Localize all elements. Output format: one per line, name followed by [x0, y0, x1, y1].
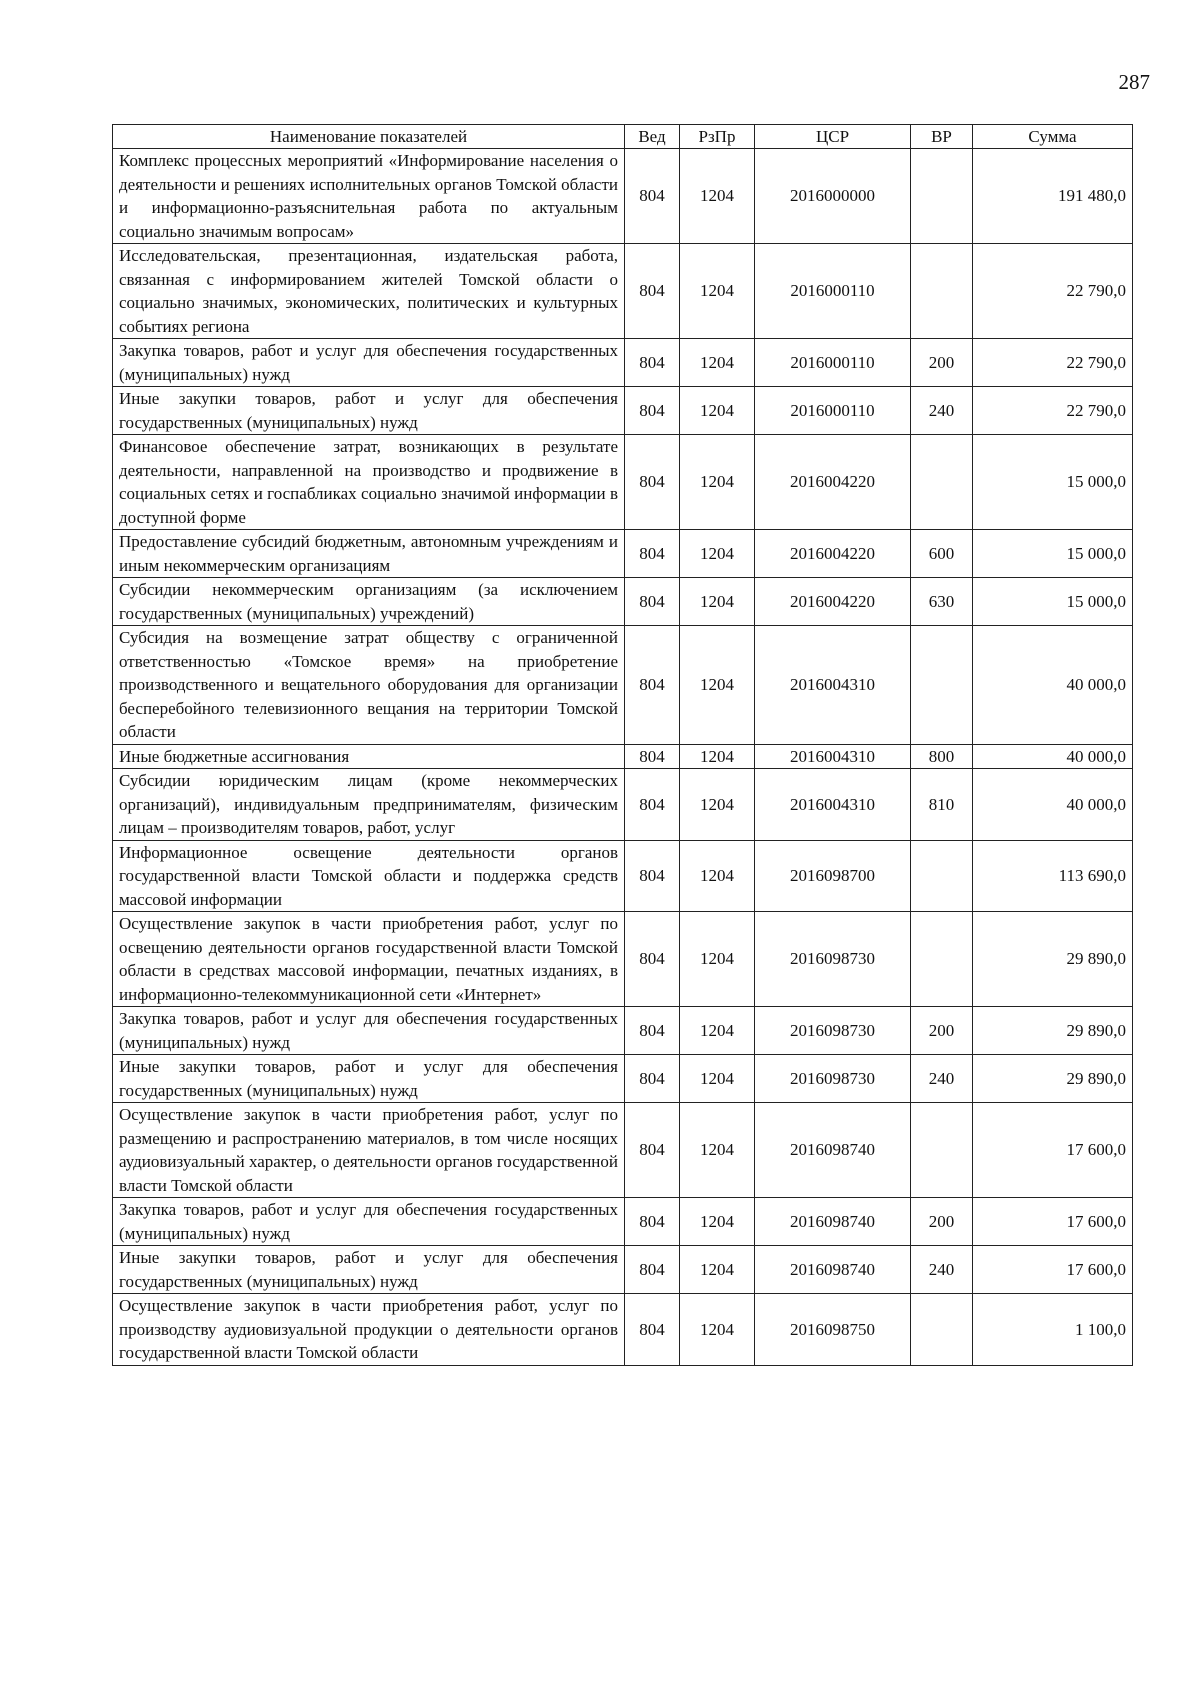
table-row	[113, 578, 1133, 626]
row-sum: 40 000,0	[973, 769, 1133, 841]
row-vr: 810	[911, 769, 973, 841]
row-name: Осуществление закупок в части приобретения работ, услуг по производству аудиовизуальной продукции о деятельности органов государственной власти Томской области	[113, 1294, 625, 1366]
row-sum: 40 000,0	[973, 744, 1133, 769]
row-sum: 15 000,0	[973, 578, 1133, 626]
row-csr: 2016098740	[755, 1246, 911, 1294]
header-sum: Сумма	[973, 125, 1133, 149]
row-ved: 804	[625, 626, 680, 745]
row-rzpr: 1204	[680, 530, 755, 578]
row-name: Закупка товаров, работ и услуг для обеспечения государственных (муниципальных) нужд	[113, 339, 625, 387]
header-rzpr: РзПр	[680, 125, 755, 149]
row-name: Закупка товаров, работ и услуг для обеспечения государственных (муниципальных) нужд	[113, 1198, 625, 1246]
table-row	[113, 339, 1133, 387]
table-row	[113, 912, 1133, 1007]
table-row	[113, 840, 1133, 912]
row-csr: 2016004310	[755, 769, 911, 841]
row-sum: 17 600,0	[973, 1246, 1133, 1294]
row-name: Осуществление закупок в части приобретения работ, услуг по размещению и распространению материалов, в том числе носящих аудиовизуальный характер, о деятельности органов государственной власти Томской области	[113, 1103, 625, 1198]
row-sum: 113 690,0	[973, 840, 1133, 912]
row-name: Субсидия на возмещение затрат обществу с ограниченной ответственностью «Томское время» на приобретение производственного и вещательного оборудования для организации бесперебойного телевизионного вещания на территории Томской области	[113, 626, 625, 745]
row-csr: 2016098730	[755, 1055, 911, 1103]
row-ved: 804	[625, 912, 680, 1007]
header-vr: ВР	[911, 125, 973, 149]
row-vr: 200	[911, 1007, 973, 1055]
row-vr: 200	[911, 339, 973, 387]
row-vr	[911, 1103, 973, 1198]
row-ved: 804	[625, 744, 680, 769]
row-rzpr: 1204	[680, 244, 755, 339]
row-csr: 2016000000	[755, 149, 911, 244]
row-sum: 191 480,0	[973, 149, 1133, 244]
row-name: Осуществление закупок в части приобретения работ, услуг по освещению деятельности органов государственной власти Томской области в средствах массовой информации, печатных изданиях, в информационно-телекоммуникационной сети «Интернет»	[113, 912, 625, 1007]
row-csr: 2016098730	[755, 912, 911, 1007]
table-row	[113, 387, 1133, 435]
row-sum: 22 790,0	[973, 244, 1133, 339]
row-rzpr: 1204	[680, 578, 755, 626]
row-sum: 29 890,0	[973, 912, 1133, 1007]
row-vr	[911, 244, 973, 339]
row-csr: 2016098700	[755, 840, 911, 912]
row-ved: 804	[625, 339, 680, 387]
table-row	[113, 1007, 1133, 1055]
row-csr: 2016000110	[755, 387, 911, 435]
page-number: 287	[1118, 70, 1150, 94]
row-csr: 2016098740	[755, 1198, 911, 1246]
row-ved: 804	[625, 387, 680, 435]
row-sum: 1 100,0	[973, 1294, 1133, 1366]
table-row	[113, 435, 1133, 530]
row-csr: 2016098730	[755, 1007, 911, 1055]
row-rzpr: 1204	[680, 1294, 755, 1366]
row-name: Информационное освещение деятельности органов государственной власти Томской области и поддержка средств массовой информации	[113, 840, 625, 912]
table-row	[113, 769, 1133, 841]
row-rzpr: 1204	[680, 1198, 755, 1246]
row-ved: 804	[625, 530, 680, 578]
row-vr	[911, 1294, 973, 1366]
row-rzpr: 1204	[680, 744, 755, 769]
table-row	[113, 1246, 1133, 1294]
row-rzpr: 1204	[680, 149, 755, 244]
table-row	[113, 149, 1133, 244]
row-vr	[911, 840, 973, 912]
row-rzpr: 1204	[680, 840, 755, 912]
row-sum: 40 000,0	[973, 626, 1133, 745]
row-rzpr: 1204	[680, 626, 755, 745]
row-vr: 800	[911, 744, 973, 769]
row-csr: 2016098750	[755, 1294, 911, 1366]
row-vr: 240	[911, 1246, 973, 1294]
row-csr: 2016004310	[755, 626, 911, 745]
table-row	[113, 244, 1133, 339]
header-ved: Вед	[625, 125, 680, 149]
row-rzpr: 1204	[680, 435, 755, 530]
row-name: Иные закупки товаров, работ и услуг для обеспечения государственных (муниципальных) нужд	[113, 1055, 625, 1103]
row-name: Иные закупки товаров, работ и услуг для обеспечения государственных (муниципальных) нужд	[113, 1246, 625, 1294]
header-row	[113, 125, 1133, 149]
row-rzpr: 1204	[680, 1246, 755, 1294]
row-ved: 804	[625, 149, 680, 244]
row-ved: 804	[625, 840, 680, 912]
row-ved: 804	[625, 435, 680, 530]
row-name: Комплекс процессных мероприятий «Информирование населения о деятельности и решениях исполнительных органов Томской области и информационно-разъяснительная работа по актуальным социально значимым вопросам»	[113, 149, 625, 244]
row-rzpr: 1204	[680, 1055, 755, 1103]
row-ved: 804	[625, 1103, 680, 1198]
row-name: Иные бюджетные ассигнования	[113, 744, 625, 769]
row-vr: 630	[911, 578, 973, 626]
row-vr	[911, 912, 973, 1007]
row-vr	[911, 149, 973, 244]
row-rzpr: 1204	[680, 1103, 755, 1198]
table-row	[113, 1198, 1133, 1246]
row-csr: 2016004220	[755, 530, 911, 578]
table-row	[113, 1055, 1133, 1103]
row-sum: 29 890,0	[973, 1055, 1133, 1103]
row-ved: 804	[625, 1055, 680, 1103]
row-sum: 15 000,0	[973, 530, 1133, 578]
row-csr: 2016004310	[755, 744, 911, 769]
row-name: Предоставление субсидий бюджетным, автономным учреждениям и иным некоммерческим организациям	[113, 530, 625, 578]
table-row	[113, 744, 1133, 769]
row-ved: 804	[625, 244, 680, 339]
budget-table	[112, 124, 1133, 1366]
row-sum: 22 790,0	[973, 387, 1133, 435]
table-body	[113, 149, 1133, 1366]
row-csr: 2016098740	[755, 1103, 911, 1198]
row-vr: 240	[911, 387, 973, 435]
header-name: Наименование показателей	[113, 125, 625, 149]
row-vr	[911, 435, 973, 530]
table-header	[113, 125, 1133, 149]
row-ved: 804	[625, 1007, 680, 1055]
row-vr: 200	[911, 1198, 973, 1246]
row-csr: 2016004220	[755, 435, 911, 530]
row-sum: 15 000,0	[973, 435, 1133, 530]
row-name: Исследовательская, презентационная, издательская работа, связанная с информированием жителей Томской области о социально значимых, экономических, политических и культурных событиях региона	[113, 244, 625, 339]
row-vr: 600	[911, 530, 973, 578]
row-csr: 2016000110	[755, 244, 911, 339]
row-rzpr: 1204	[680, 769, 755, 841]
row-vr: 240	[911, 1055, 973, 1103]
row-rzpr: 1204	[680, 339, 755, 387]
row-ved: 804	[625, 578, 680, 626]
row-ved: 804	[625, 1246, 680, 1294]
row-ved: 804	[625, 1198, 680, 1246]
table-row	[113, 1294, 1133, 1366]
row-sum: 29 890,0	[973, 1007, 1133, 1055]
row-csr: 2016000110	[755, 339, 911, 387]
row-sum: 17 600,0	[973, 1198, 1133, 1246]
row-ved: 804	[625, 769, 680, 841]
row-vr	[911, 626, 973, 745]
table-row	[113, 626, 1133, 745]
header-csr: ЦСР	[755, 125, 911, 149]
row-sum: 17 600,0	[973, 1103, 1133, 1198]
row-name: Иные закупки товаров, работ и услуг для обеспечения государственных (муниципальных) нужд	[113, 387, 625, 435]
row-sum: 22 790,0	[973, 339, 1133, 387]
row-ved: 804	[625, 1294, 680, 1366]
table-row	[113, 1103, 1133, 1198]
row-name: Закупка товаров, работ и услуг для обеспечения государственных (муниципальных) нужд	[113, 1007, 625, 1055]
row-name: Субсидии юридическим лицам (кроме некоммерческих организаций), индивидуальным предпринимателям, физическим лицам – производителям товаров, работ, услуг	[113, 769, 625, 841]
row-name: Финансовое обеспечение затрат, возникающих в результате деятельности, направленной на производство и продвижение в социальных сетях и госпабликах социально значимой информации в доступной форме	[113, 435, 625, 530]
row-csr: 2016004220	[755, 578, 911, 626]
row-name: Субсидии некоммерческим организациям (за исключением государственных (муниципальных) учреждений)	[113, 578, 625, 626]
table-row	[113, 530, 1133, 578]
row-rzpr: 1204	[680, 387, 755, 435]
row-rzpr: 1204	[680, 912, 755, 1007]
row-rzpr: 1204	[680, 1007, 755, 1055]
